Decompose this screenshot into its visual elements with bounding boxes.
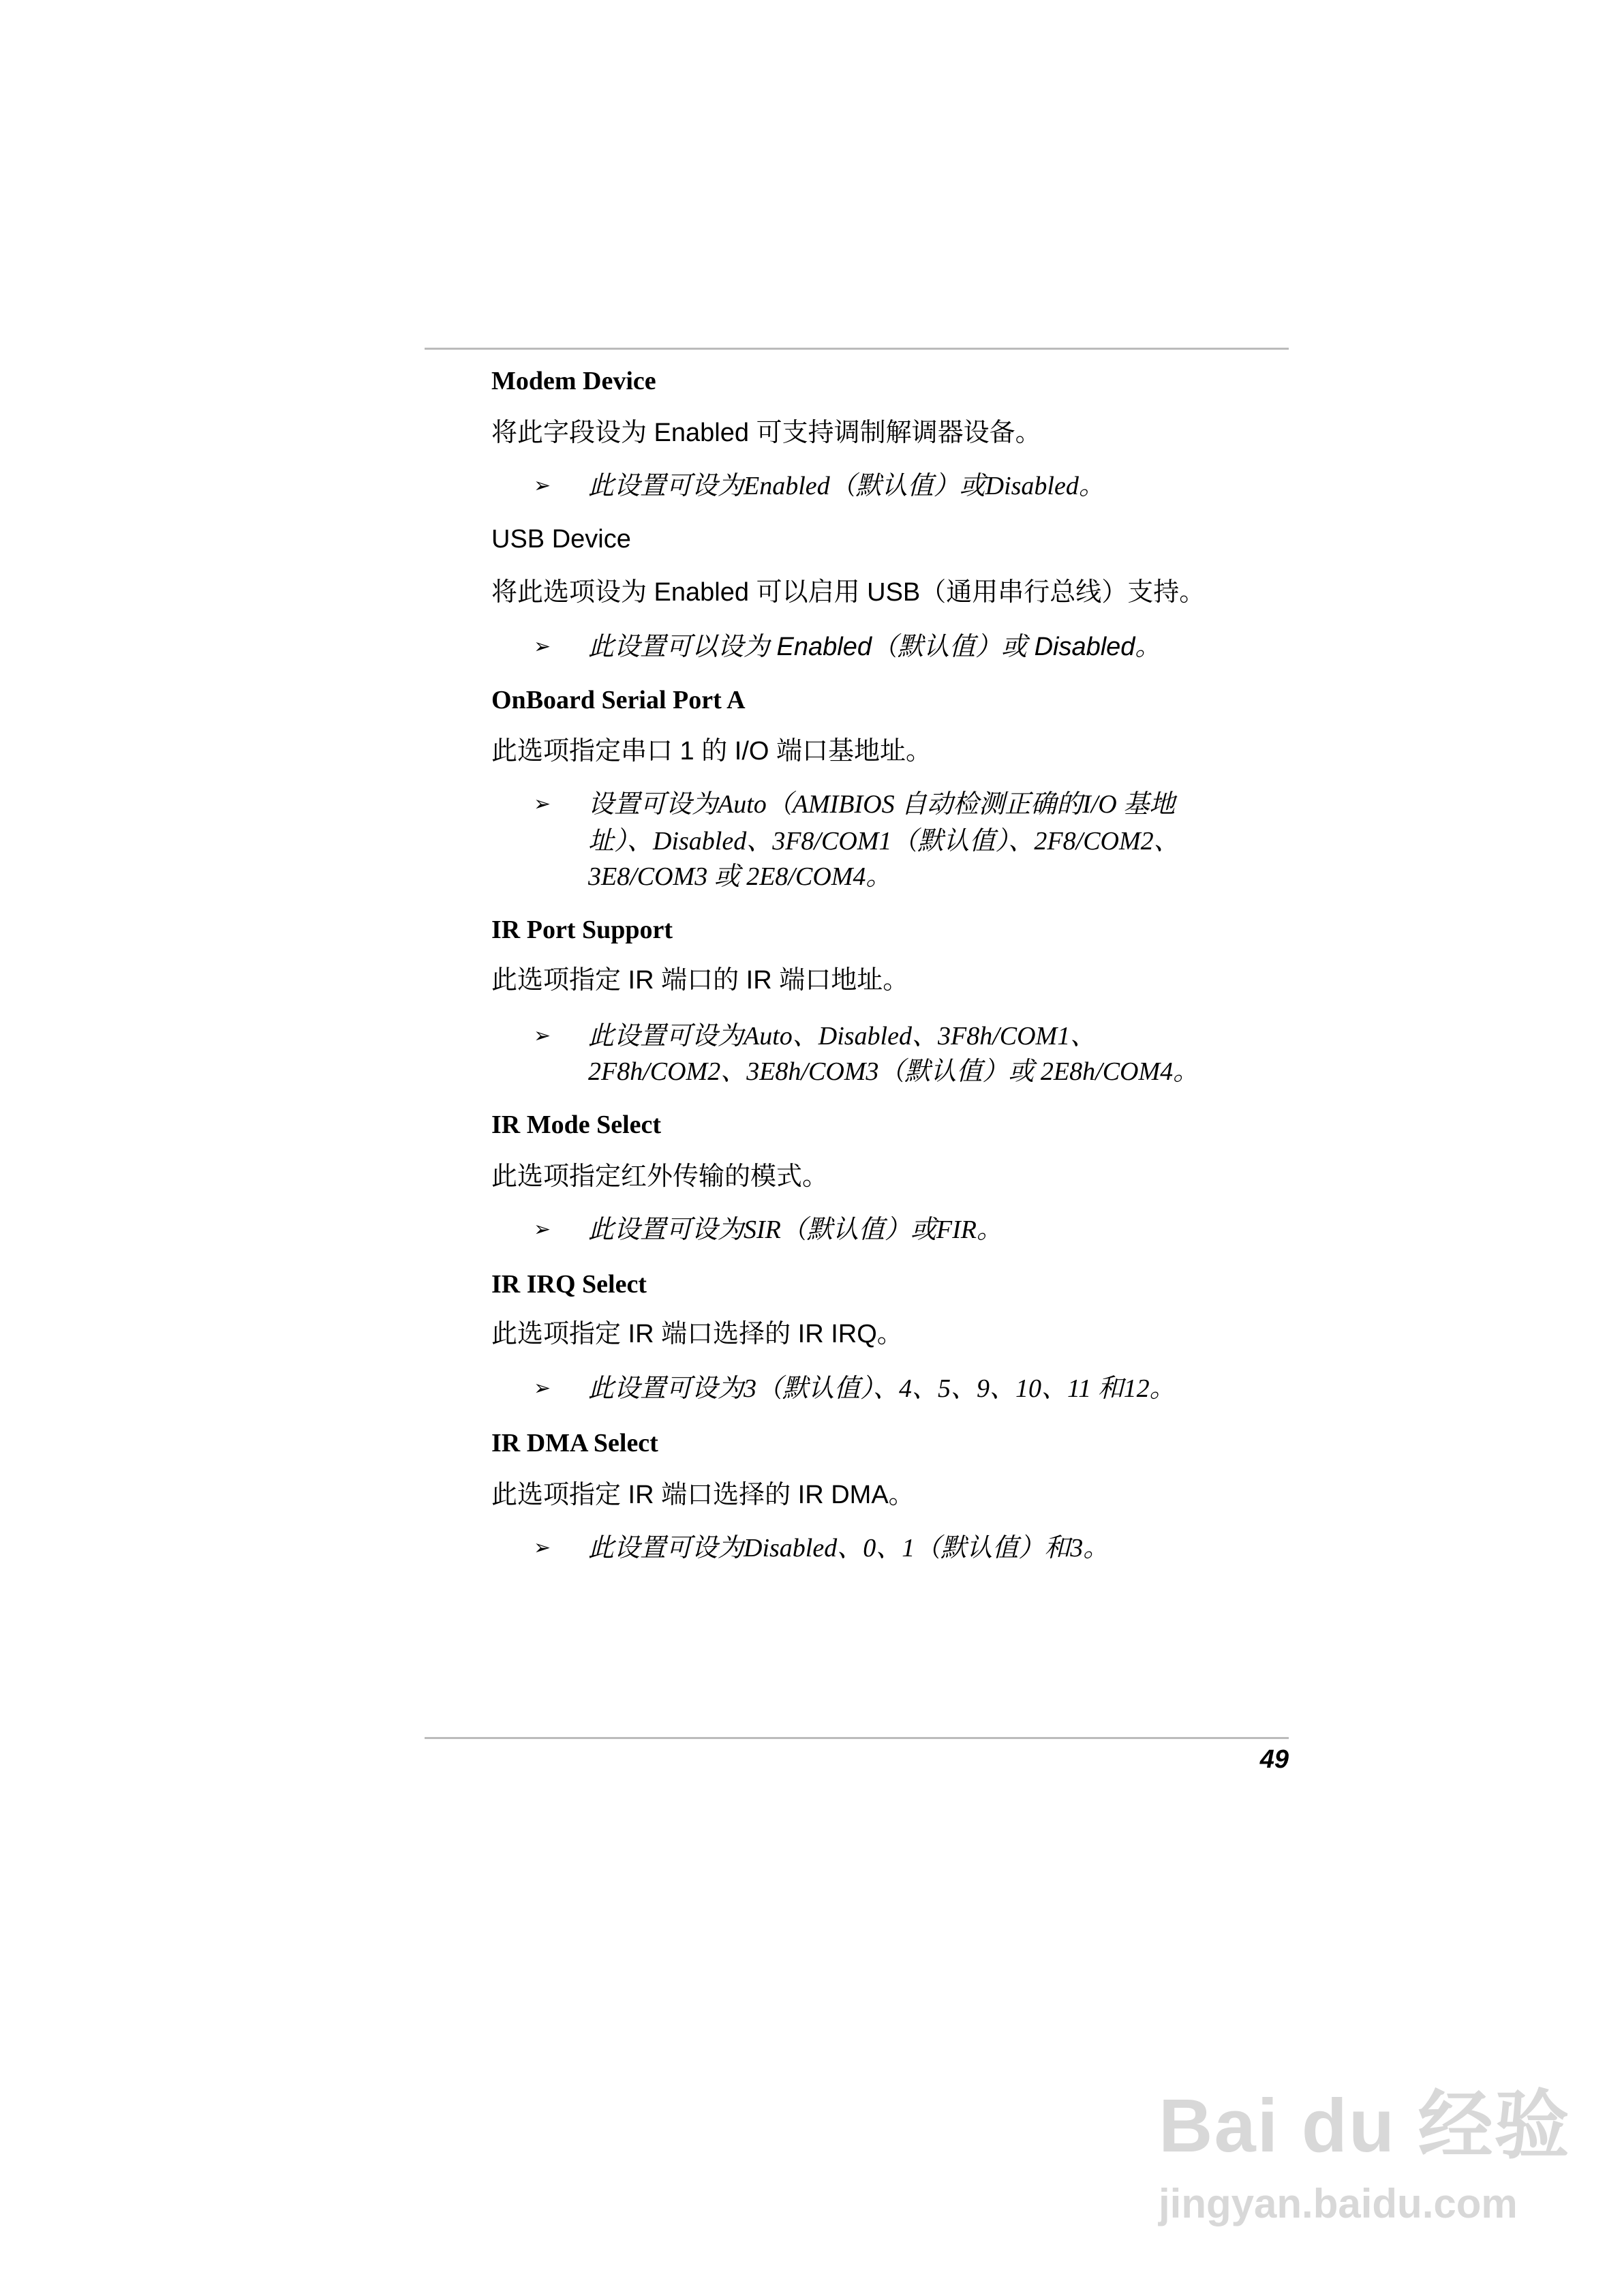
description: 将此选项设为 Enabled 可以启用 USB（通用串行总线）支持。 — [491, 578, 1206, 607]
heading: IR DMA Select — [491, 1429, 658, 1457]
description: 此选项指定串口 1 的 I/O 端口基地址。 — [491, 737, 932, 766]
watermark-url: jingyan.baidu.com — [1159, 2181, 1518, 2226]
bullet-text: 此设置可设为Disabled、0、1（默认值）和3。 — [588, 1534, 1110, 1562]
top-rule — [425, 348, 1289, 350]
bottom-rule — [425, 1737, 1289, 1739]
bullet-arrow-icon: ➢ — [534, 1218, 551, 1241]
watermark-logo-text: Bai du 经验 — [1159, 2084, 1571, 2168]
bullet-text: 此设置可设为Enabled（默认值）或Disabled。 — [588, 472, 1105, 500]
bullet-text: 址）、Disabled、3F8/COM1（默认值）、2F8/COM2、 — [588, 827, 1180, 856]
bullet-text: 此设置可设为SIR（默认值）或FIR。 — [588, 1215, 1003, 1244]
bullet-arrow-icon: ➢ — [534, 1024, 551, 1048]
bullet-arrow-icon: ➢ — [534, 635, 551, 659]
heading: IR Mode Select — [491, 1111, 662, 1139]
bullet-text: 此设置可以设为 Enabled（默认值）或 Disabled。 — [588, 633, 1161, 661]
baidu-watermark-logo — [1159, 2066, 1571, 2227]
description: 此选项指定 IR 端口的 IR 端口地址。 — [491, 966, 909, 995]
bullet-text: 设置可设为Auto（AMIBIOS 自动检测正确的I/O 基地 — [588, 790, 1176, 819]
heading: USB Device — [491, 525, 631, 554]
bullet-arrow-icon: ➢ — [534, 474, 551, 498]
heading: IR IRQ Select — [491, 1270, 647, 1299]
bullet-text: 此设置可设为Auto、Disabled、3F8h/COM1、 — [588, 1022, 1097, 1051]
bullet-arrow-icon: ➢ — [534, 1376, 551, 1400]
description: 此选项指定红外传输的模式。 — [491, 1162, 829, 1191]
heading: Modem Device — [491, 367, 656, 395]
heading: IR Port Support — [491, 916, 673, 944]
description: 此选项指定 IR 端口选择的 IR IRQ。 — [491, 1320, 903, 1348]
description: 将此字段设为 Enabled 可支持调制解调器设备。 — [491, 419, 1041, 447]
page-number: 49 — [1259, 1745, 1289, 1774]
bullet-text: 3E8/COM3 或 2E8/COM4。 — [588, 862, 892, 891]
bullet-arrow-icon: ➢ — [534, 792, 551, 816]
bullet-text: 2F8h/COM2、3E8h/COM3（默认值）或 2E8h/COM4。 — [588, 1057, 1199, 1086]
bullet-arrow-icon: ➢ — [534, 1536, 551, 1560]
bullet-text: 此设置可设为3（默认值）、4、5、9、10、11 和12。 — [588, 1374, 1176, 1403]
description: 此选项指定 IR 端口选择的 IR DMA。 — [491, 1481, 915, 1509]
heading: OnBoard Serial Port A — [491, 686, 746, 714]
